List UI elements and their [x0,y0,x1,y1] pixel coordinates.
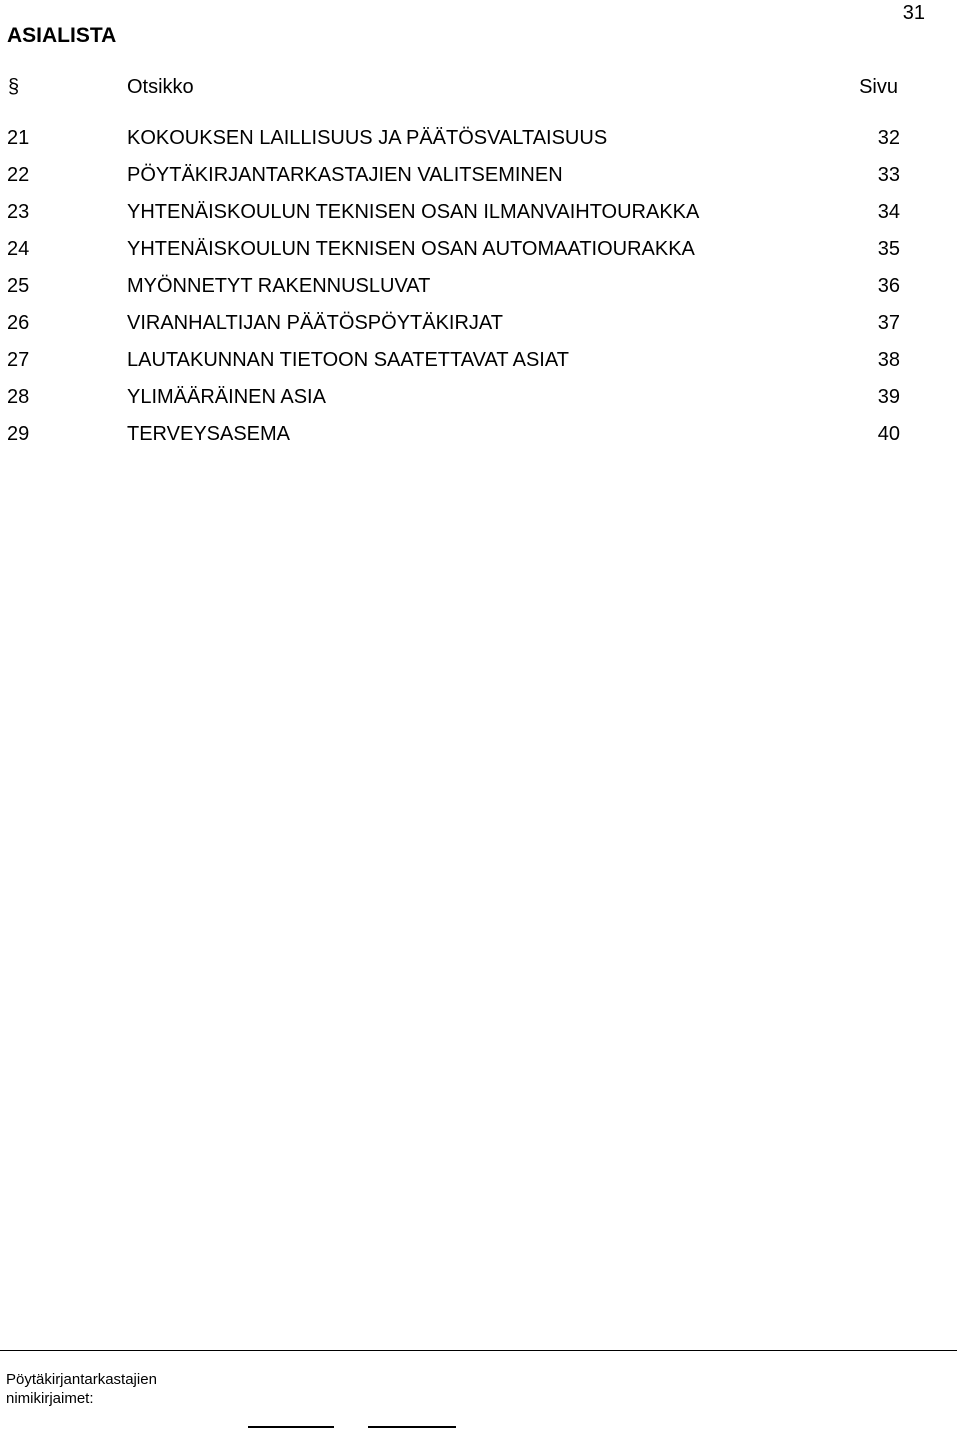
item-page: 36 [877,275,900,297]
page-number: 31 [902,2,925,24]
heading-column-header: Otsikko [127,76,194,98]
item-number: 27 [7,349,30,371]
item-title: YHTENÄISKOULUN TEKNISEN OSAN AUTOMAATIOURAKKA [127,238,695,260]
agenda-item [0,238,960,275]
agenda-item [0,386,960,423]
item-title: YHTENÄISKOULUN TEKNISEN OSAN ILMANVAIHTOURAKKA [127,201,700,223]
item-number: 24 [7,238,30,260]
item-number: 25 [7,275,30,297]
item-page: 34 [877,201,900,223]
item-title: PÖYTÄKIRJANTARKASTAJIEN VALITSEMINEN [127,164,563,186]
agenda-item [0,423,960,460]
item-number: 22 [7,164,30,186]
agenda-list [0,127,960,460]
section-symbol-header: § [8,76,20,98]
footer-label-line-1: Pöytäkirjantarkastajien [6,1371,157,1388]
item-title: MYÖNNETYT RAKENNUSLUVAT [127,275,431,297]
agenda-item [0,201,960,238]
item-number: 21 [7,127,30,149]
initials-line-1 [248,1426,334,1428]
item-page: 37 [877,312,900,334]
item-title: TERVEYSASEMA [127,423,291,445]
item-page: 32 [877,127,900,149]
item-page: 39 [877,386,900,408]
item-number: 28 [7,386,30,408]
item-page: 40 [877,423,900,445]
footer-signature-label [6,1370,157,1408]
agenda-item [0,164,960,201]
item-number: 23 [7,201,30,223]
table-header [0,76,960,102]
initials-line-2 [368,1426,456,1428]
item-title: LAUTAKUNNAN TIETOON SAATETTAVAT ASIAT [127,349,569,371]
agenda-item [0,349,960,386]
item-page: 35 [877,238,900,260]
item-title: VIRANHALTIJAN PÄÄTÖSPÖYTÄKIRJAT [127,312,503,334]
item-page: 38 [877,349,900,371]
item-number: 29 [7,423,30,445]
footer-divider [0,1350,957,1351]
agenda-item [0,275,960,312]
item-title: YLIMÄÄRÄINEN ASIA [127,386,326,408]
agenda-item [0,312,960,349]
agenda-item [0,127,960,164]
item-title: KOKOUKSEN LAILLISUUS JA PÄÄTÖSVALTAISUUS [127,127,608,149]
page-title: ASIALISTA [7,24,117,47]
item-number: 26 [7,312,30,334]
footer-label-line-2: nimikirjaimet: [6,1390,94,1407]
page-column-header: Sivu [859,76,898,98]
item-page: 33 [877,164,900,186]
